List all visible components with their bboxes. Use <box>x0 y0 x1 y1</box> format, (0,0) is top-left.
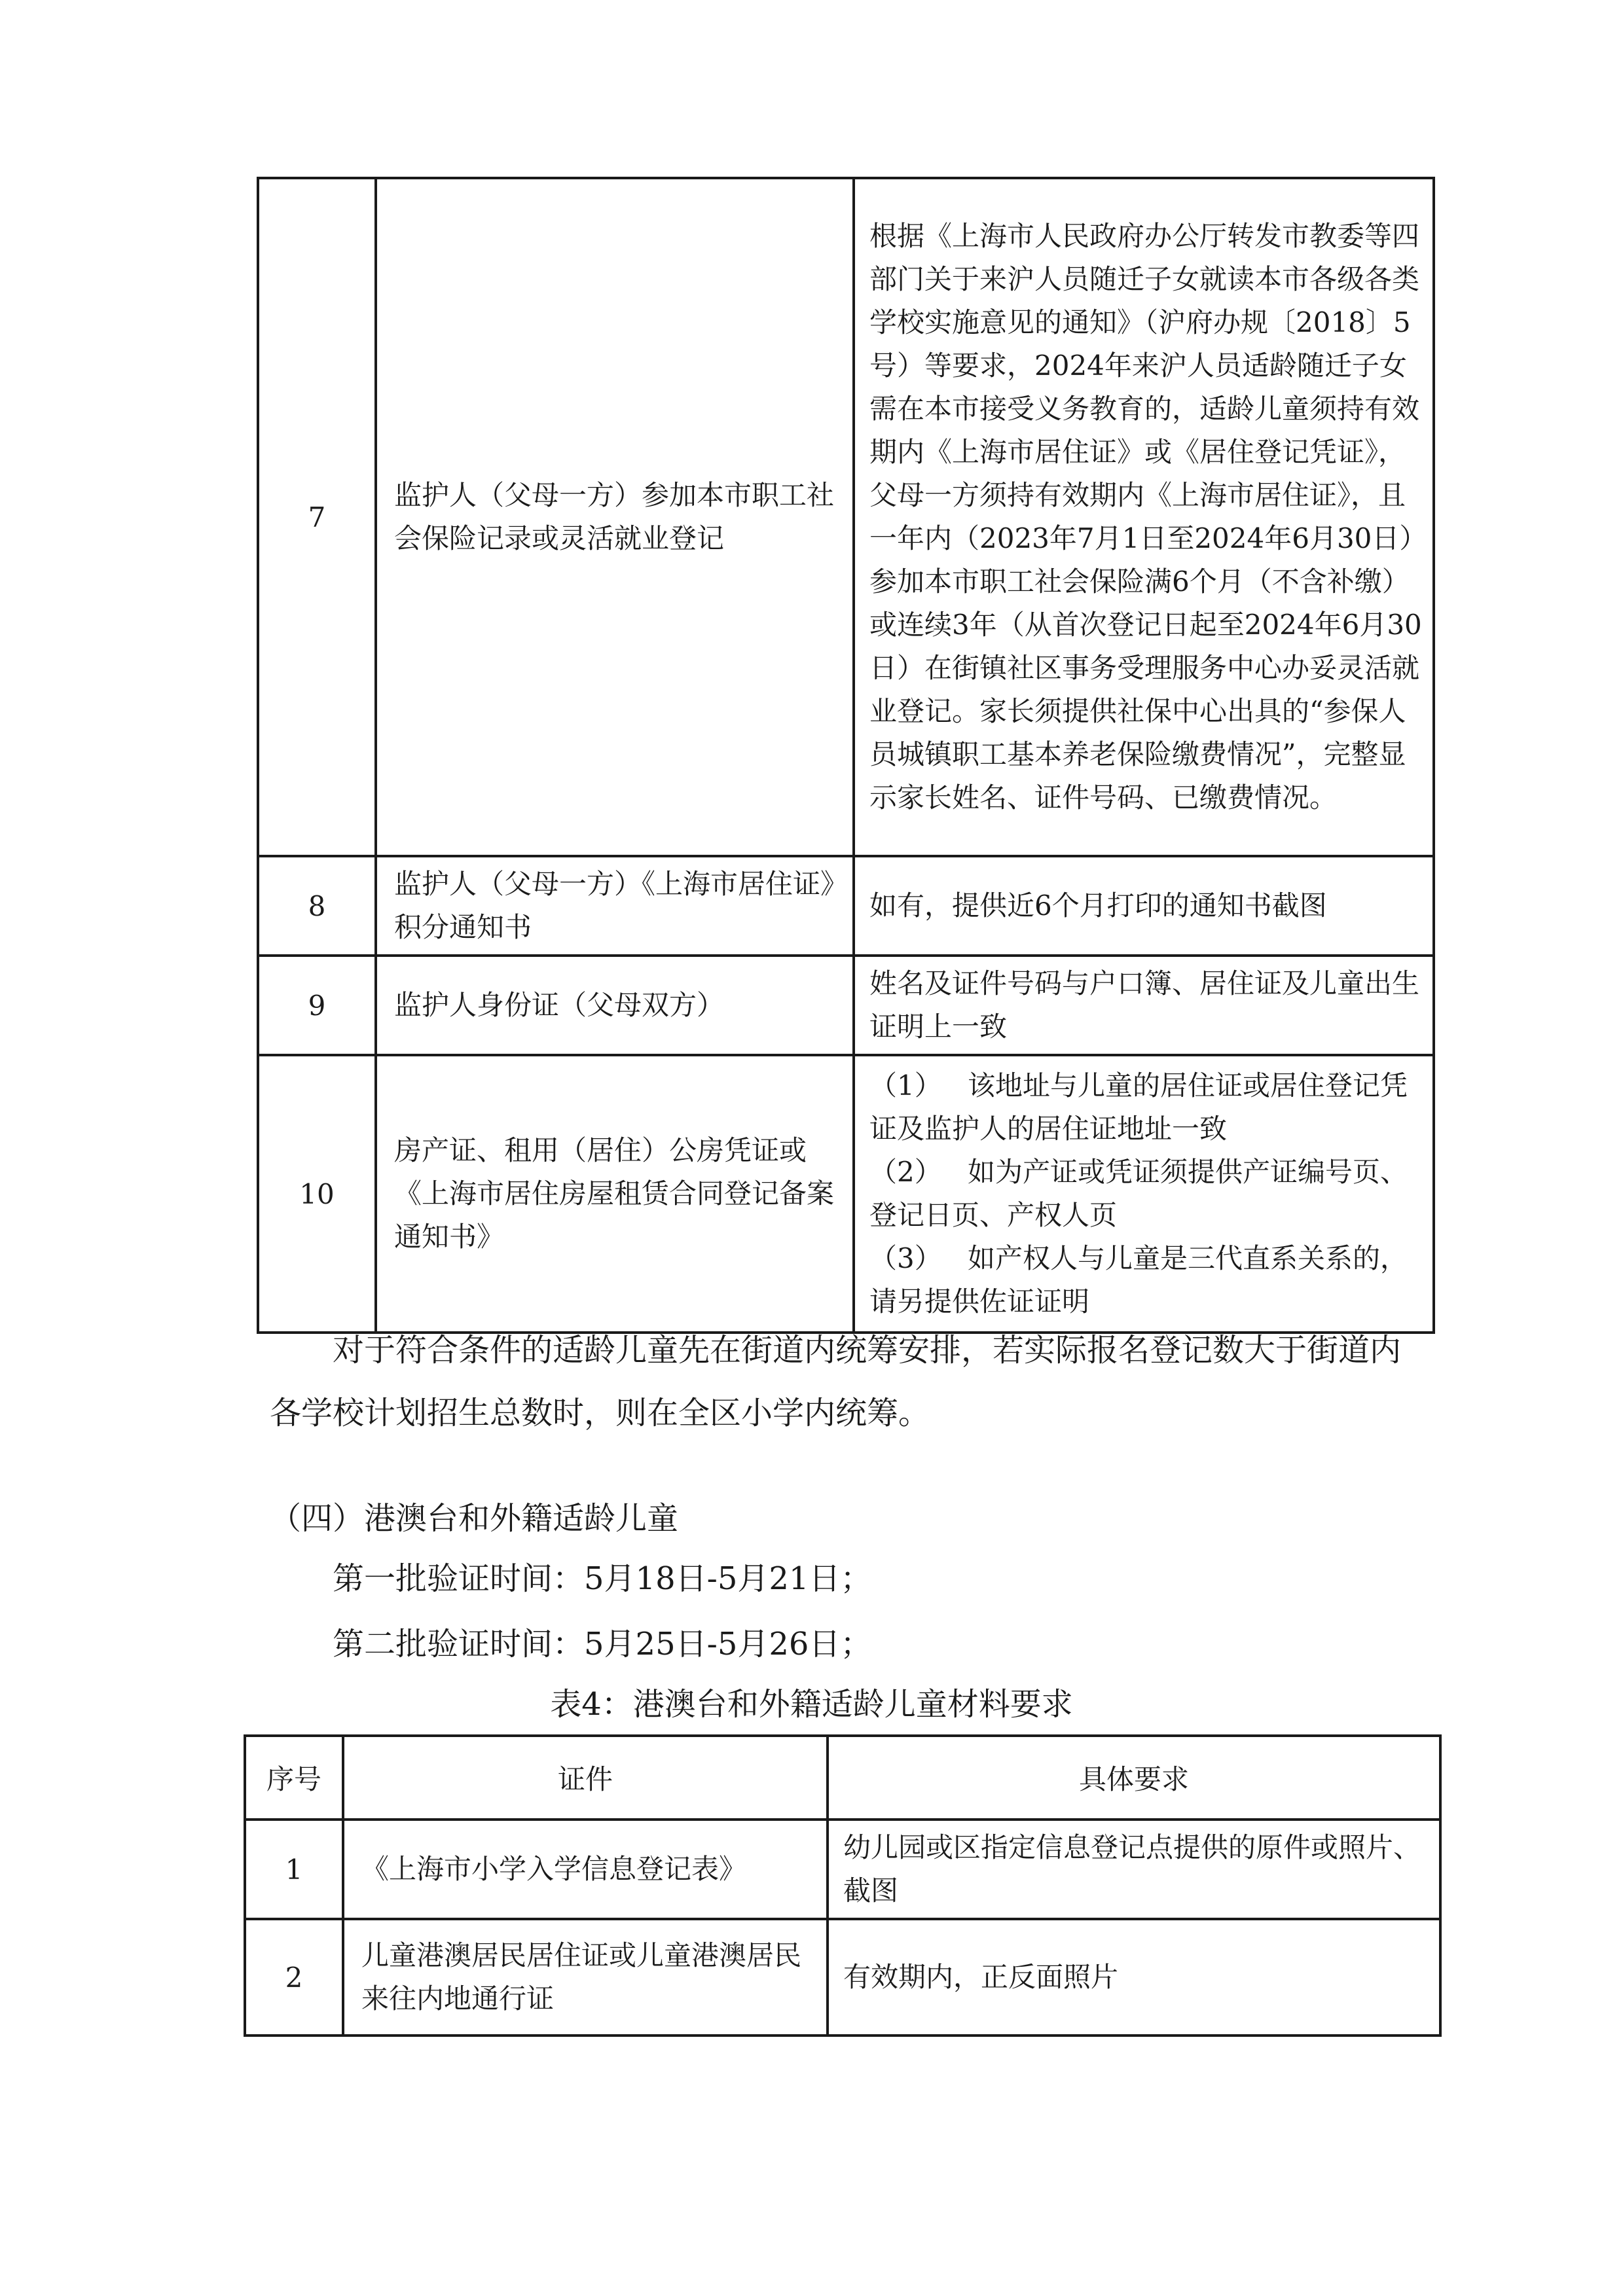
document-requirement: 姓名及证件号码与户口簿、居住证及儿童出生证明上一致 <box>854 956 1434 1055</box>
hk-macao-taiwan-foreign-materials-table <box>244 1734 1442 2037</box>
requirement-item <box>869 1237 1423 1323</box>
row-number: 8 <box>258 856 376 956</box>
row-number: 2 <box>245 1919 343 2036</box>
header-number: 序号 <box>245 1736 343 1820</box>
materials-table-continued <box>257 177 1435 1334</box>
requirement-index: （2） <box>869 1156 942 1188</box>
document-name: 监护人身份证（父母双方） <box>376 956 854 1055</box>
requirement-item <box>869 1151 1423 1237</box>
document-name: 房产证、租用（居住）公房凭证或《上海市居住房屋租赁合同登记备案通知书》 <box>376 1055 854 1333</box>
document-requirement: 有效期内，正反面照片 <box>828 1919 1440 2036</box>
table-caption: 表4：港澳台和外籍适龄儿童材料要求 <box>550 1686 1073 1723</box>
table-row <box>258 856 1434 956</box>
table-row <box>258 1055 1434 1333</box>
row-number: 10 <box>258 1055 376 1333</box>
requirement-text: 如为产证或凭证须提供产证编号页、登记日页、产权人页 <box>869 1156 1408 1231</box>
row-number: 1 <box>245 1820 343 1919</box>
document-name: 监护人（父母一方）参加本市职工社会保险记录或灵活就业登记 <box>376 178 854 856</box>
document-name: 《上海市小学入学信息登记表》 <box>343 1820 828 1919</box>
requirement-text: 该地址与儿童的居住证或居住登记凭证及监护人的居住证地址一致 <box>869 1069 1408 1145</box>
header-requirement: 具体要求 <box>828 1736 1440 1820</box>
section-heading: （四）港澳台和外籍适龄儿童 <box>270 1500 679 1537</box>
requirement-text: 如产权人与儿童是三代直系关系的，请另提供佐证证明 <box>869 1242 1408 1318</box>
requirement-item <box>869 1064 1423 1151</box>
document-requirement: 根据《上海市人民政府办公厅转发市教委等四部门关于来沪人员随迁子女就读本市各级各类学校实施意见的通知》（沪府办规〔2018〕5号）等要求，2024年来沪人员适龄随迁子女需在本市接受义务教育的，适龄儿童须持有效期内《上海市居住证》或《居住登记凭证》，父母一方须持有效期内《上海市居住证》，且一年内（2023年7月1日至2024年6月30日）参加本市职工社会保险满6个月（不含补缴）或连续3年（从首次登记日起至2024年6月30日）在街镇社区事务受理服务中心办妥灵活就业登记。家长须提供社保中心出具的“参保人员城镇职工基本养老保险缴费情况”，完整显示家长姓名、证件号码、已缴费情况。 <box>854 178 1434 856</box>
row-number: 9 <box>258 956 376 1055</box>
document-name: 监护人（父母一方）《上海市居住证》积分通知书 <box>376 856 854 956</box>
requirement-index: （3） <box>869 1242 942 1274</box>
document-name: 儿童港澳居民居住证或儿童港澳居民来往内地通行证 <box>343 1919 828 2036</box>
document-requirement: 如有，提供近6个月打印的通知书截图 <box>854 856 1434 956</box>
summary-paragraph: 对于符合条件的适龄儿童先在街道内统筹安排，若实际报名登记数大于街道内各学校计划招生总数时，则在全区小学内统筹。 <box>270 1332 1402 1431</box>
document-requirement <box>854 1055 1434 1333</box>
table-row <box>258 178 1434 856</box>
first-batch-time: 第一批验证时间：5月18日-5月21日； <box>333 1560 872 1597</box>
header-document: 证件 <box>343 1736 828 1820</box>
table-row <box>258 956 1434 1055</box>
table-row <box>245 1919 1440 2036</box>
second-batch-time: 第二批验证时间：5月25日-5月26日； <box>333 1626 872 1662</box>
document-requirement: 幼儿园或区指定信息登记点提供的原件或照片、截图 <box>828 1820 1440 1919</box>
requirement-index: （1） <box>869 1069 942 1102</box>
row-number: 7 <box>258 178 376 856</box>
table-row <box>245 1820 1440 1919</box>
table-header-row <box>245 1736 1440 1820</box>
